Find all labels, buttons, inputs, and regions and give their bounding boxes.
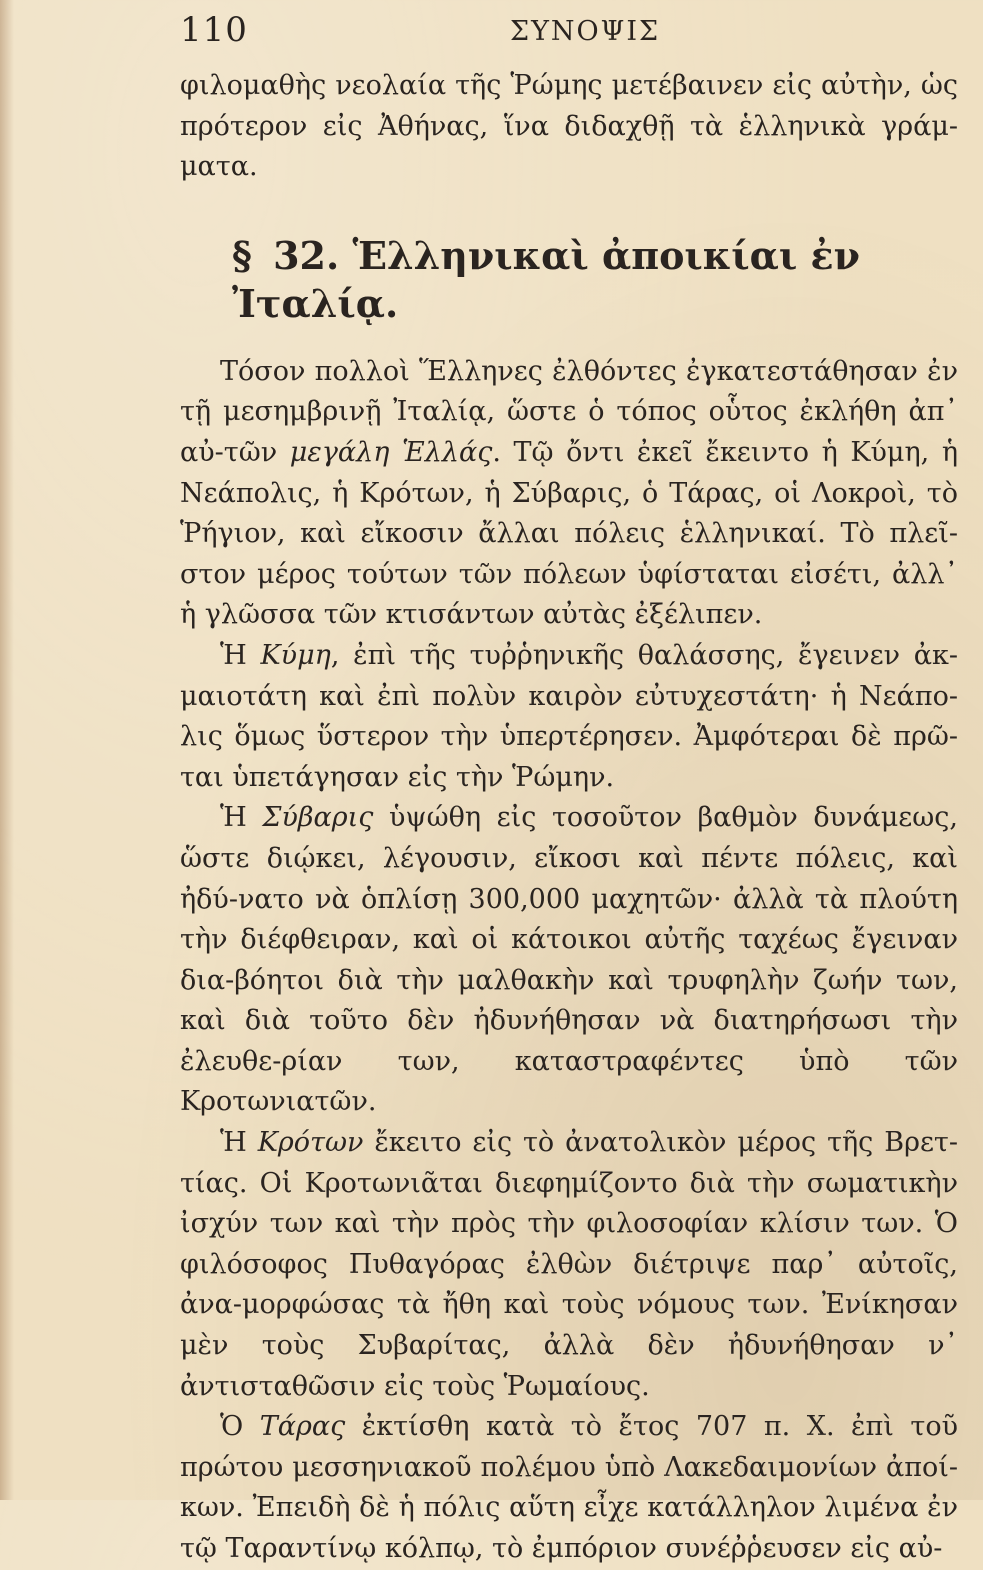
text-span: Ἡ xyxy=(220,802,263,834)
text-span: Ἡ xyxy=(220,1127,258,1159)
page-number: 110 xyxy=(180,10,248,50)
paragraph-kyme xyxy=(180,636,958,798)
paragraph-kroton xyxy=(180,1123,958,1407)
section-sign: § xyxy=(232,232,252,278)
text-span: Ὁ xyxy=(220,1411,260,1443)
italic-term: Κύμη xyxy=(260,639,331,671)
italic-term: μεγάλη Ἑλλάς xyxy=(289,436,493,468)
text-span: Ἡ xyxy=(220,639,261,671)
italic-term: Τάρας xyxy=(259,1411,346,1443)
text-span: , ἐπὶ τῆς τυῤῥηνικῆς θαλάσσης, ἔγεινεν ἀκ-μαιοτάτη καὶ ἐπὶ πολὺν καιρὸν εὐτυχεστάτη· ἡ Νεάπο-λις ὅμως ὕστερον τὴν ὑπερτέρησεν. Ἀμφότεραι δὲ πρῶ-ται ὑπετάγησαν εἰς τὴν Ῥώμην. xyxy=(180,639,959,793)
section-title: Ἑλληνικαὶ ἀποικίαι ἐν Ἰταλίᾳ. xyxy=(232,232,860,326)
continuation-paragraph: φιλομαθὴς νεολαία τῆς Ῥώμης μετέβαινεν εἰς αὐτὴν, ὡς πρότερον εἰς Ἀθήνας, ἵνα διδαχθῇ τὰ ἑλληνικὰ γράμ-ματα. xyxy=(180,70,958,183)
italic-term: Κρότων xyxy=(257,1127,364,1159)
page-header xyxy=(180,10,950,50)
paragraph-magna-graecia xyxy=(180,352,958,636)
section-number: 32. xyxy=(273,232,340,278)
paragraph-sybaris xyxy=(180,798,958,1123)
text-span: Τόσον πολλοὶ Ἕλληνες ἐλθόντες ἐγκατεστάθησαν ἐν τῇ μεσημβρινῇ Ἰταλίᾳ, ὥστε ὁ τόπος οὗτος ἐκλήθη ἀπ᾽ αὐ-τῶν xyxy=(180,355,958,468)
text-span: ἐκτίσθη κατὰ τὸ ἔτος 707 π. Χ. ἐπὶ τοῦ πρώτου μεσσηνιακοῦ πολέμου ὑπὸ Λακεδαιμονίων ἀποί-κων. Ἐπειδὴ δὲ ἡ πόλις αὕτη εἶχε κατάλληλον λιμένα ἐν τῷ Ταραντίνῳ κόλπῳ, τὸ ἐμπόριον συνέῤῥευσεν εἰς αὐ- xyxy=(180,1411,959,1564)
text-span: ὑψώθη εἰς τοσοῦτον βαθμὸν δυνάμεως, ὥστε διῴκει, λέγουσιν, εἴκοσι καὶ πέντε πόλεις, καὶ ἠδύ-νατο νὰ ὁπλίσῃ 300,000 μαχητῶν· ἀλλὰ τὰ πλούτη τὴν διέφθειραν, καὶ οἱ κάτοικοι αὐτῆς ταχέως ἔγειναν δια-βόητοι διὰ τὴν μαλθακὴν καὶ τρυφηλὴν ζωήν των, καὶ διὰ τοῦτο δὲν ἠδυνήθησαν νὰ διατηρήσωσι τὴν ἐλευθε-ρίαν των, καταστραφέντες ὑπὸ τῶν Κροτωνιατῶν. xyxy=(180,802,958,1118)
italic-term: Σύβαρις xyxy=(262,802,374,834)
paragraph-taras xyxy=(180,1407,958,1569)
page-body xyxy=(180,66,958,1570)
running-title: ΣΥΝΟΨΙΣ xyxy=(510,16,661,47)
section-heading xyxy=(180,232,958,328)
page-edge-shadow xyxy=(0,0,14,1500)
text-span: . Τῷ ὄντι ἐκεῖ ἔκειντο ἡ Κύμη, ἡ Νεάπολις, ἡ Κρότων, ἡ Σύβαρις, ὁ Τάρας, οἱ Λοκροὶ, τὸ Ῥήγιον, καὶ εἴκοσιν ἄλλαι πόλεις ἑλληνικαί. Τὸ πλεῖ-στον μέρος τούτων τῶν πόλεων ὑφίσταται εἰσέτι, ἀλλ᾽ ἡ γλῶσσα τῶν κτισάντων αὐτὰς ἐξέλιπεν. xyxy=(180,436,958,631)
text-span: ἔκειτο εἰς τὸ ἀνατολικὸν μέρος τῆς Βρετ-τίας. Οἱ Κροτωνιᾶται διεφημίζοντο διὰ τὴν σωματικὴν ἰσχύν των καὶ τὴν πρὸς τὴν φιλοσοφίαν κλίσιν των. Ὁ φιλόσοφος Πυθαγόρας ἐλθὼν διέτριψε παρ᾽ αὐτοῖς, ἀνα-μορφώσας τὰ ἤθη καὶ τοὺς νόμους των. Ἐνίκησαν μὲν τοὺς Συβαρίτας, ἀλλὰ δὲν ἠδυνήθησαν ν᾽ ἀντισταθῶσιν εἰς τοὺς Ῥωμαίους. xyxy=(180,1127,958,1402)
